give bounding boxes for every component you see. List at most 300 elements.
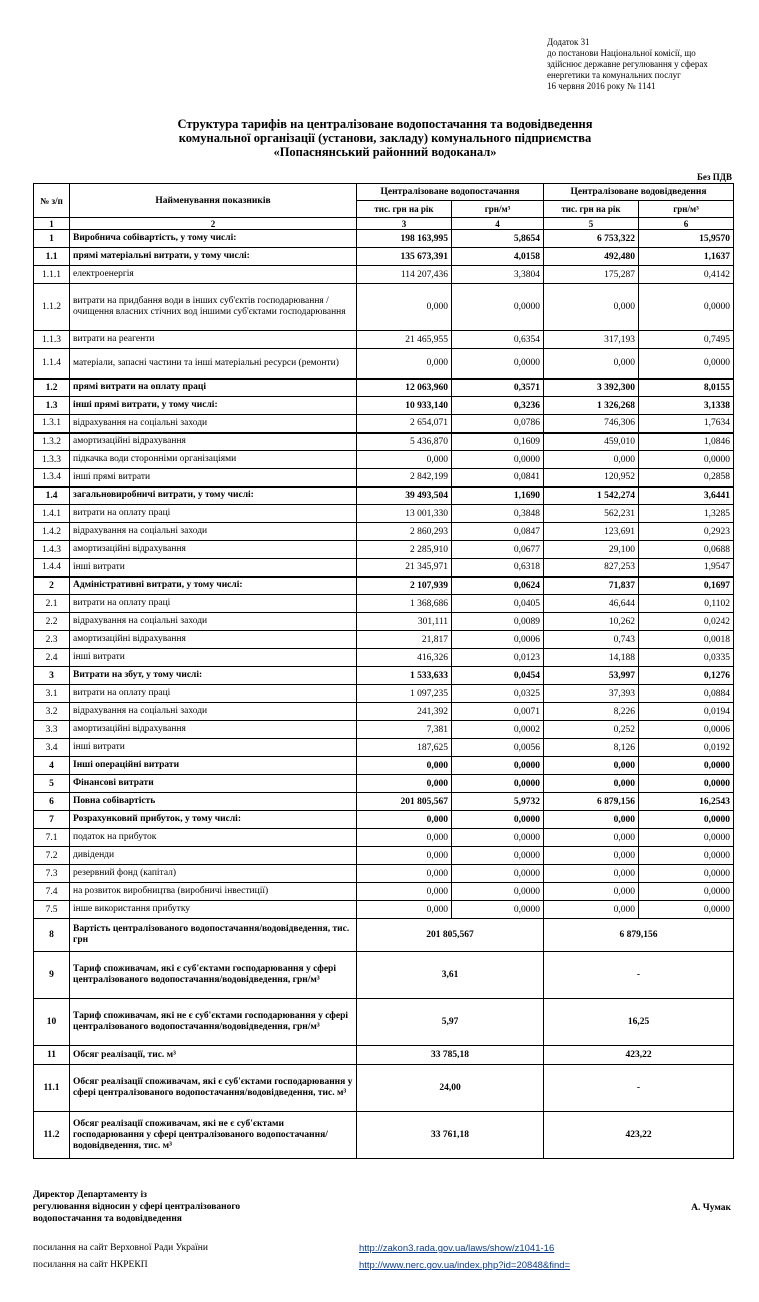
table-row <box>34 487 734 505</box>
water-m3-value: 0,0000 <box>452 757 544 775</box>
row-name: відрахування на соціальні заходи <box>70 523 357 541</box>
water-m3-value: 0,0841 <box>452 469 544 487</box>
sewer-year-value: 10,262 <box>544 613 639 631</box>
col-number: 3 <box>357 218 452 230</box>
row-name: матеріали, запасні частини та інші матеріальні ресурси (ремонти) <box>70 349 357 379</box>
sewer-year-value: 8,226 <box>544 703 639 721</box>
col-number: 5 <box>544 218 639 230</box>
table-row <box>34 433 734 451</box>
sewer-merged-value: 423,22 <box>544 1046 734 1065</box>
table-row-summary <box>34 1112 734 1159</box>
water-year-value: 0,000 <box>357 883 452 901</box>
water-year-value: 1 533,633 <box>357 667 452 685</box>
sewer-year-value: 0,252 <box>544 721 639 739</box>
sewer-year-value: 6 753,322 <box>544 230 639 248</box>
water-year-value: 12 063,960 <box>357 379 452 397</box>
row-name: амортизаційні відрахування <box>70 541 357 559</box>
row-name: амортизаційні відрахування <box>70 433 357 451</box>
sewer-year-value: 746,306 <box>544 415 639 433</box>
row-name: відрахування на соціальні заходи <box>70 703 357 721</box>
water-year-value: 0,000 <box>357 847 452 865</box>
water-m3-value: 0,0000 <box>452 865 544 883</box>
water-m3-value: 0,0000 <box>452 883 544 901</box>
water-year-value: 0,000 <box>357 284 452 331</box>
row-number: 1.3.4 <box>34 469 70 487</box>
row-name: витрати на оплату праці <box>70 505 357 523</box>
table-row <box>34 667 734 685</box>
title-line-2: комунальної організації (установи, закладу) комунального підприємства <box>178 131 592 145</box>
sewer-m3-value: 0,0688 <box>639 541 734 559</box>
position-line: регулювання відносин у сфері централізованого <box>33 1202 241 1212</box>
row-number: 7.3 <box>34 865 70 883</box>
water-m3-value: 3,3804 <box>452 266 544 284</box>
link-label: посилання на сайт НКРЕКП <box>33 1260 148 1270</box>
row-name: Тариф споживачам, які не є суб'єктами господарювання у сфері централізованого водопостачання/водовідведення, грн/м³ <box>70 999 357 1046</box>
water-year-value: 0,000 <box>357 775 452 793</box>
water-year-value: 39 493,504 <box>357 487 452 505</box>
water-merged-value: 5,97 <box>357 999 544 1046</box>
sewer-year-value: 459,010 <box>544 433 639 451</box>
table-row-summary <box>34 952 734 999</box>
row-name: Обсяг реалізації споживачам, які є суб'єктами господарювання у сфері централізованого водопостачання/водовідведення, тис. м³ <box>70 1065 357 1112</box>
table-row <box>34 349 734 379</box>
link-label: посилання на сайт Верховної Ради України <box>33 1243 208 1253</box>
row-number: 3 <box>34 667 70 685</box>
sewer-year-value: 0,000 <box>544 775 639 793</box>
sewer-m3-value: 1,7634 <box>639 415 734 433</box>
water-year-value: 0,000 <box>357 865 452 883</box>
row-number: 2.3 <box>34 631 70 649</box>
row-name: відрахування на соціальні заходи <box>70 415 357 433</box>
row-number: 3.2 <box>34 703 70 721</box>
sewer-m3-value: 0,0884 <box>639 685 734 703</box>
header-water-unit-m3: грн/м³ <box>452 201 544 218</box>
row-number: 11.1 <box>34 1065 70 1112</box>
row-number: 1.4.1 <box>34 505 70 523</box>
row-number: 1.1.4 <box>34 349 70 379</box>
water-merged-value: 33 785,18 <box>357 1046 544 1065</box>
row-name: податок на прибуток <box>70 829 357 847</box>
sewer-year-value: 6 879,156 <box>544 793 639 811</box>
sewer-year-value: 0,000 <box>544 847 639 865</box>
sewer-m3-value: 0,0000 <box>639 847 734 865</box>
annex-line: здійснює державне регулювання у сферах <box>547 59 708 69</box>
reference-links <box>33 1243 733 1277</box>
row-number: 7 <box>34 811 70 829</box>
water-year-value: 0,000 <box>357 349 452 379</box>
row-name: Адміністративні витрати, у тому числі: <box>70 577 357 595</box>
row-number: 1 <box>34 230 70 248</box>
water-m3-value: 0,0847 <box>452 523 544 541</box>
row-name: інші витрати <box>70 559 357 577</box>
row-number: 1.4.4 <box>34 559 70 577</box>
sewer-year-value: 562,231 <box>544 505 639 523</box>
sewer-m3-value: 3,6441 <box>639 487 734 505</box>
row-number: 2.4 <box>34 649 70 667</box>
water-year-value: 0,000 <box>357 829 452 847</box>
row-name: підкачка води сторонніми організаціями <box>70 451 357 469</box>
sewer-m3-value: 0,0000 <box>639 775 734 793</box>
sewer-m3-value: 0,0000 <box>639 757 734 775</box>
table-row <box>34 631 734 649</box>
position-line: водопостачання та водовідведення <box>33 1214 182 1224</box>
table-row <box>34 523 734 541</box>
water-year-value: 2 842,199 <box>357 469 452 487</box>
row-name: Обсяг реалізації, тис. м³ <box>70 1046 357 1065</box>
table-row <box>34 541 734 559</box>
table-row <box>34 595 734 613</box>
water-year-value: 114 207,436 <box>357 266 452 284</box>
table-row <box>34 883 734 901</box>
table-row <box>34 505 734 523</box>
water-m3-value: 0,6354 <box>452 331 544 349</box>
row-name: витрати на оплату праці <box>70 595 357 613</box>
water-m3-value: 0,3236 <box>452 397 544 415</box>
table-row <box>34 230 734 248</box>
water-year-value: 2 860,293 <box>357 523 452 541</box>
tariff-structure-table <box>33 183 734 1159</box>
sewer-year-value: 317,193 <box>544 331 639 349</box>
water-year-value: 21 345,971 <box>357 559 452 577</box>
row-name: інші витрати <box>70 739 357 757</box>
sewer-year-value: 71,837 <box>544 577 639 595</box>
row-name: Виробнича собівартість, у тому числі: <box>70 230 357 248</box>
row-name: інші прямі витрати <box>70 469 357 487</box>
row-number: 2.1 <box>34 595 70 613</box>
table-row <box>34 793 734 811</box>
row-number: 1.1.3 <box>34 331 70 349</box>
sewer-m3-value: 0,0000 <box>639 829 734 847</box>
header-sewer-unit-m3: грн/м³ <box>639 201 734 218</box>
row-name: амортизаційні відрахування <box>70 631 357 649</box>
sewer-year-value: 0,000 <box>544 829 639 847</box>
row-number: 1.4.2 <box>34 523 70 541</box>
table-row-summary <box>34 999 734 1046</box>
sewer-year-value: 0,000 <box>544 451 639 469</box>
row-name: амортизаційні відрахування <box>70 721 357 739</box>
sewer-m3-value: 0,0000 <box>639 901 734 919</box>
water-m3-value: 0,0056 <box>452 739 544 757</box>
table-row <box>34 559 734 577</box>
water-m3-value: 0,3848 <box>452 505 544 523</box>
link-row <box>33 1260 733 1277</box>
table-row-summary <box>34 919 734 952</box>
water-year-value: 301,111 <box>357 613 452 631</box>
table-row <box>34 685 734 703</box>
row-number: 11.2 <box>34 1112 70 1159</box>
water-year-value: 2 654,071 <box>357 415 452 433</box>
sewer-year-value: 175,287 <box>544 266 639 284</box>
row-number: 3.1 <box>34 685 70 703</box>
col-number: 2 <box>70 218 357 230</box>
sewer-m3-value: 0,0000 <box>639 451 734 469</box>
sewer-year-value: 0,000 <box>544 883 639 901</box>
sewer-year-value: 123,691 <box>544 523 639 541</box>
water-year-value: 201 805,567 <box>357 793 452 811</box>
row-name: прямі матеріальні витрати, у тому числі: <box>70 248 357 266</box>
row-name: витрати на оплату праці <box>70 685 357 703</box>
row-name: електроенергія <box>70 266 357 284</box>
annex-line: 16 червня 2016 року № 1141 <box>547 81 656 91</box>
table-row <box>34 331 734 349</box>
water-m3-value: 4,0158 <box>452 248 544 266</box>
row-number: 1.1.2 <box>34 284 70 331</box>
row-number: 1.4 <box>34 487 70 505</box>
water-m3-value: 0,0000 <box>452 775 544 793</box>
row-number: 2 <box>34 577 70 595</box>
row-number: 10 <box>34 999 70 1046</box>
row-number: 1.4.3 <box>34 541 70 559</box>
table-row <box>34 415 734 433</box>
table-row <box>34 829 734 847</box>
water-year-value: 5 436,870 <box>357 433 452 451</box>
water-m3-value: 5,8654 <box>452 230 544 248</box>
water-m3-value: 0,0454 <box>452 667 544 685</box>
water-year-value: 198 163,995 <box>357 230 452 248</box>
water-m3-value: 0,0624 <box>452 577 544 595</box>
row-name: резервний фонд (капітал) <box>70 865 357 883</box>
table-row <box>34 469 734 487</box>
table-row <box>34 379 734 397</box>
rada-link[interactable]: http://zakon3.rada.gov.ua/laws/show/z1041-16 <box>359 1243 555 1254</box>
sewer-year-value: 37,393 <box>544 685 639 703</box>
row-number: 1.3.3 <box>34 451 70 469</box>
row-number: 3.4 <box>34 739 70 757</box>
col-number: 1 <box>34 218 70 230</box>
water-year-value: 0,000 <box>357 451 452 469</box>
table-row <box>34 847 734 865</box>
row-name: Тариф споживачам, які є суб'єктами господарювання у сфері централізованого водопостачання/водовідведення, грн/м³ <box>70 952 357 999</box>
water-year-value: 1 097,235 <box>357 685 452 703</box>
water-year-value: 135 673,391 <box>357 248 452 266</box>
nerc-link[interactable]: http://www.nerc.gov.ua/index.php?id=20848&find= <box>359 1260 571 1271</box>
sewer-m3-value: 0,1697 <box>639 577 734 595</box>
table-row <box>34 266 734 284</box>
sewer-m3-value: 1,9547 <box>639 559 734 577</box>
sewer-m3-value: 0,0000 <box>639 811 734 829</box>
water-year-value: 21 465,955 <box>357 331 452 349</box>
sewer-m3-value: 0,0335 <box>639 649 734 667</box>
sewer-m3-value: 0,0000 <box>639 349 734 379</box>
sewer-m3-value: 0,0000 <box>639 883 734 901</box>
sewer-year-value: 29,100 <box>544 541 639 559</box>
water-m3-value: 0,0089 <box>452 613 544 631</box>
water-year-value: 1 368,686 <box>357 595 452 613</box>
table-row-summary <box>34 1046 734 1065</box>
row-number: 1.3 <box>34 397 70 415</box>
header-sewer: Централізоване водовідведення <box>544 184 734 201</box>
row-name: витрати на реагенти <box>70 331 357 349</box>
header-name: Найменування показників <box>70 184 357 218</box>
sewer-year-value: 0,000 <box>544 757 639 775</box>
table-row <box>34 901 734 919</box>
row-number: 2.2 <box>34 613 70 631</box>
water-year-value: 21,817 <box>357 631 452 649</box>
row-number: 1.3.2 <box>34 433 70 451</box>
sewer-m3-value: 0,0192 <box>639 739 734 757</box>
water-year-value: 187,625 <box>357 739 452 757</box>
row-number: 5 <box>34 775 70 793</box>
sewer-year-value: 1 326,268 <box>544 397 639 415</box>
row-name: дивіденди <box>70 847 357 865</box>
row-number: 9 <box>34 952 70 999</box>
water-merged-value: 3,61 <box>357 952 544 999</box>
row-name: інше використання прибутку <box>70 901 357 919</box>
table-row <box>34 739 734 757</box>
sewer-m3-value: 0,4142 <box>639 266 734 284</box>
water-year-value: 0,000 <box>357 901 452 919</box>
row-name: Вартість централізованого водопостачання/водовідведення, тис. грн <box>70 919 357 952</box>
row-name: Витрати на збут, у тому числі: <box>70 667 357 685</box>
annex-line: енергетики та комунальних послуг <box>547 70 681 80</box>
sewer-merged-value: 6 879,156 <box>544 919 734 952</box>
sewer-year-value: 3 392,300 <box>544 379 639 397</box>
row-name: відрахування на соціальні заходи <box>70 613 357 631</box>
row-number: 6 <box>34 793 70 811</box>
table-row <box>34 613 734 631</box>
sewer-m3-value: 0,2858 <box>639 469 734 487</box>
row-number: 7.2 <box>34 847 70 865</box>
water-m3-value: 5,9732 <box>452 793 544 811</box>
table-row <box>34 248 734 266</box>
sewer-merged-value: 16,25 <box>544 999 734 1046</box>
water-merged-value: 201 805,567 <box>357 919 544 952</box>
water-m3-value: 0,0000 <box>452 284 544 331</box>
water-m3-value: 0,1609 <box>452 433 544 451</box>
row-name: Повна собівартість <box>70 793 357 811</box>
sewer-m3-value: 0,1276 <box>639 667 734 685</box>
water-m3-value: 0,0000 <box>452 829 544 847</box>
water-m3-value: 0,0677 <box>452 541 544 559</box>
water-year-value: 241,392 <box>357 703 452 721</box>
sewer-m3-value: 0,2923 <box>639 523 734 541</box>
row-number: 4 <box>34 757 70 775</box>
position-line: Директор Департаменту із <box>33 1190 147 1200</box>
sewer-year-value: 827,253 <box>544 559 639 577</box>
row-name: Інші операційні витрати <box>70 757 357 775</box>
sewer-year-value: 0,000 <box>544 901 639 919</box>
col-number: 4 <box>452 218 544 230</box>
document-title <box>40 117 730 159</box>
sewer-merged-value: - <box>544 1065 734 1112</box>
table-row <box>34 721 734 739</box>
sewer-year-value: 492,480 <box>544 248 639 266</box>
sewer-m3-value: 3,1338 <box>639 397 734 415</box>
link-row <box>33 1243 733 1260</box>
row-name: Обсяг реалізації споживачам, які не є суб'єктами господарювання у сфері централізованого водопостачання/водовідведення, тис. м³ <box>70 1112 357 1159</box>
table-row-summary <box>34 1065 734 1112</box>
signer-name: А. Чумак <box>691 1203 731 1213</box>
sewer-merged-value: - <box>544 952 734 999</box>
row-name: загальновиробничі витрати, у тому числі: <box>70 487 357 505</box>
row-number: 7.1 <box>34 829 70 847</box>
sewer-year-value: 120,952 <box>544 469 639 487</box>
sewer-year-value: 0,000 <box>544 811 639 829</box>
water-year-value: 416,326 <box>357 649 452 667</box>
water-m3-value: 0,0071 <box>452 703 544 721</box>
water-m3-value: 1,1690 <box>452 487 544 505</box>
water-merged-value: 33 761,18 <box>357 1112 544 1159</box>
annex-line: до постанови Національної комісії, що <box>547 48 696 58</box>
col-number: 6 <box>639 218 734 230</box>
water-m3-value: 0,6318 <box>452 559 544 577</box>
table-row <box>34 775 734 793</box>
sewer-m3-value: 0,0194 <box>639 703 734 721</box>
sewer-m3-value: 0,0242 <box>639 613 734 631</box>
water-year-value: 13 001,330 <box>357 505 452 523</box>
sewer-m3-value: 0,0006 <box>639 721 734 739</box>
sewer-m3-value: 0,1102 <box>639 595 734 613</box>
water-year-value: 0,000 <box>357 757 452 775</box>
water-m3-value: 0,0002 <box>452 721 544 739</box>
water-m3-value: 0,0000 <box>452 811 544 829</box>
sewer-m3-value: 16,2543 <box>639 793 734 811</box>
table-row <box>34 397 734 415</box>
water-year-value: 7,381 <box>357 721 452 739</box>
table-row <box>34 649 734 667</box>
water-m3-value: 0,0123 <box>452 649 544 667</box>
water-merged-value: 24,00 <box>357 1065 544 1112</box>
water-m3-value: 0,0000 <box>452 451 544 469</box>
water-year-value: 2 285,910 <box>357 541 452 559</box>
sewer-m3-value: 0,0018 <box>639 631 734 649</box>
table-row <box>34 284 734 331</box>
sewer-year-value: 0,000 <box>544 349 639 379</box>
header-water-unit-year: тис. грн на рік <box>357 201 452 218</box>
row-name: прямі витрати на оплату праці <box>70 379 357 397</box>
row-number: 1.1 <box>34 248 70 266</box>
sewer-m3-value: 0,0000 <box>639 284 734 331</box>
row-name: інші витрати <box>70 649 357 667</box>
water-m3-value: 0,0405 <box>452 595 544 613</box>
water-m3-value: 0,0000 <box>452 349 544 379</box>
title-line-1: Структура тарифів на централізоване водопостачання та водовідведення <box>177 117 593 131</box>
row-number: 3.3 <box>34 721 70 739</box>
table-row <box>34 811 734 829</box>
vat-note: Без ПДВ <box>696 172 732 182</box>
sewer-m3-value: 15,9570 <box>639 230 734 248</box>
title-line-3: «Попаснянський районний водоканал» <box>273 145 497 159</box>
sewer-m3-value: 0,7495 <box>639 331 734 349</box>
water-m3-value: 0,0006 <box>452 631 544 649</box>
water-m3-value: 0,0000 <box>452 847 544 865</box>
sewer-m3-value: 8,0155 <box>639 379 734 397</box>
row-name: витрати на придбання води в інших суб'єктів господарювання / очищення власних стічних вод іншими суб'єктами господарювання <box>70 284 357 331</box>
water-year-value: 2 107,939 <box>357 577 452 595</box>
sewer-merged-value: 423,22 <box>544 1112 734 1159</box>
table-row <box>34 703 734 721</box>
header-sewer-unit-year: тис. грн на рік <box>544 201 639 218</box>
row-name: інші прямі витрати, у тому числі: <box>70 397 357 415</box>
table-body <box>34 230 734 1159</box>
sewer-year-value: 53,997 <box>544 667 639 685</box>
sewer-year-value: 1 542,274 <box>544 487 639 505</box>
annex-note <box>547 37 752 92</box>
water-year-value: 10 933,140 <box>357 397 452 415</box>
annex-line: Додаток 31 <box>547 37 590 47</box>
water-year-value: 0,000 <box>357 811 452 829</box>
sewer-m3-value: 0,0000 <box>639 865 734 883</box>
director-position <box>33 1189 333 1225</box>
table-row <box>34 451 734 469</box>
row-number: 1.3.1 <box>34 415 70 433</box>
row-number: 8 <box>34 919 70 952</box>
header-water: Централізоване водопостачання <box>357 184 544 201</box>
table-row <box>34 757 734 775</box>
row-number: 7.5 <box>34 901 70 919</box>
sewer-m3-value: 1,0846 <box>639 433 734 451</box>
row-number: 11 <box>34 1046 70 1065</box>
